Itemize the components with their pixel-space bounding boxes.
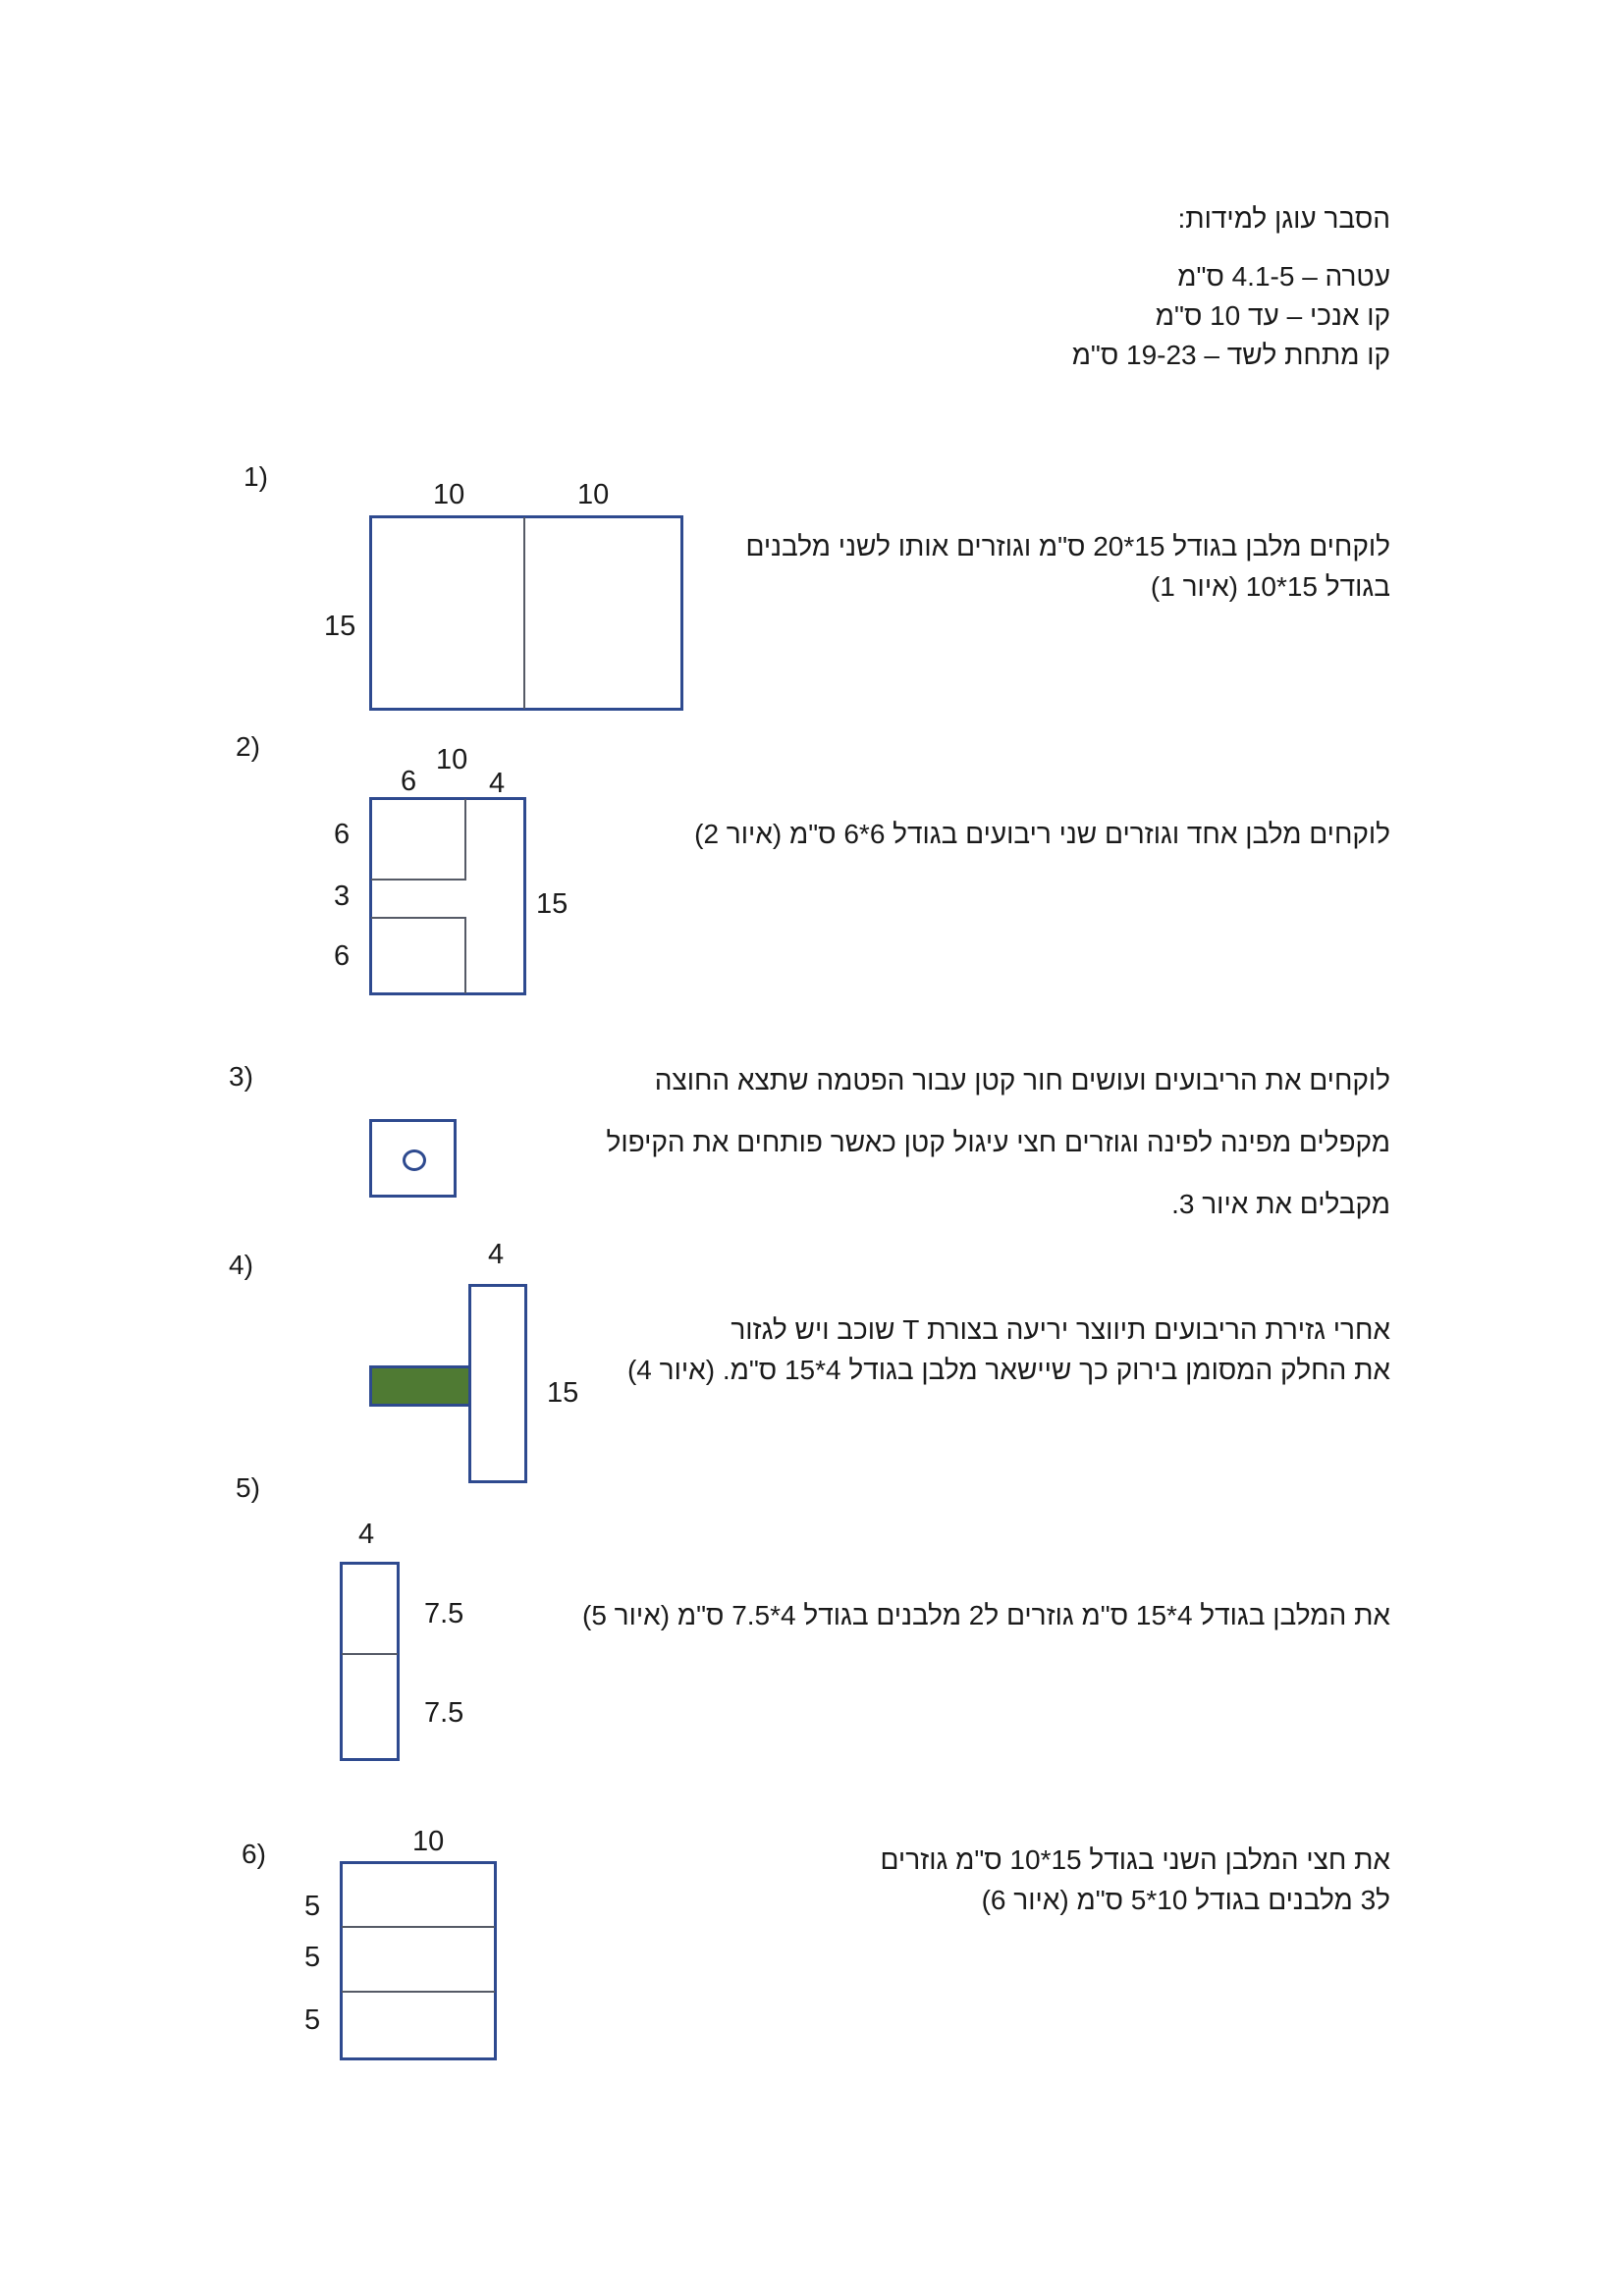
figure-2-rectangle <box>369 797 526 995</box>
measurement-areola: עטרה – 4.1-5 ס"מ <box>1177 261 1390 292</box>
figure-5-cut-line <box>342 1653 398 1655</box>
figure-2-dim-total-width: 10 <box>436 744 468 775</box>
figure-5-rectangle <box>340 1562 400 1761</box>
step-6-line-2: ל3 מלבנים בגודל 10*5 ס"מ (איור 6) <box>981 1885 1390 1915</box>
step-1-line-2: בגודל 15*10 (איור 1) <box>1150 571 1390 602</box>
explanation-title: הסבר עוגן למידות: <box>1177 203 1390 234</box>
step-1-number: 1) <box>244 461 268 492</box>
figure-2-dim-square-width: 6 <box>401 766 417 797</box>
step-2-text <box>694 814 1390 854</box>
figure-5-dim-width: 4 <box>358 1519 375 1550</box>
step-3-number: 3) <box>229 1061 253 1092</box>
figure-6-cut-line-2 <box>342 1991 495 1993</box>
step-4-number: 4) <box>229 1250 253 1280</box>
figure-2-dim-remaining-width: 4 <box>489 768 506 799</box>
figure-1-rectangle <box>369 515 683 711</box>
figure-1-cut-line <box>523 517 525 709</box>
step-6-text <box>881 1840 1391 1920</box>
figure-4-dim-width: 4 <box>488 1239 505 1270</box>
figure-6-rectangle <box>340 1861 497 2060</box>
step-6-number: 6) <box>242 1839 266 1869</box>
measurement-vertical: קו אנכי – עד 10 ס"מ <box>1155 300 1390 331</box>
figure-2-square-1-edge <box>464 799 466 881</box>
figure-6-dim-strip-3: 5 <box>304 2004 321 2036</box>
step-4-line-2: את החלק המסומן בירוק כך שיישאר מלבן בגודל 4*15 ס"מ. (איור 4) <box>626 1355 1390 1385</box>
figure-6-dim-width: 10 <box>412 1826 445 1857</box>
step-3-text <box>607 1060 1391 1224</box>
figure-2-square-1-bottom <box>371 879 466 881</box>
figure-2-square-2-top <box>371 917 466 919</box>
step-1-line-1: לוקחים מלבן בגודל 15*20 ס"מ וגוזרים אותו לשני מלבנים <box>745 531 1390 561</box>
measurement-underbust: קו מתחת לשד – 19-23 ס"מ <box>1071 340 1390 370</box>
step-5-line-1: את המלבן בגודל 4*15 ס"מ גוזרים ל2 מלבנים בגודל 4*7.5 ס"מ (איור 5) <box>581 1600 1390 1630</box>
figure-4-dim-height: 15 <box>547 1377 579 1409</box>
measurements-list <box>1072 257 1390 375</box>
figure-2-dim-gap: 3 <box>334 881 351 912</box>
step-4-text <box>627 1309 1390 1390</box>
step-2-line-1: לוקחים מלבן אחד וגוזרים שני ריבועים בגודל 6*6 ס"מ (איור 2) <box>694 819 1390 849</box>
figure-1-dim-right-width: 10 <box>577 479 610 510</box>
step-3-line-3: מקבלים את איור 3. <box>1171 1189 1390 1219</box>
step-2-number: 2) <box>236 731 260 762</box>
figure-5-dim-top-height: 7.5 <box>424 1598 464 1629</box>
figure-2-dim-square-2-height: 6 <box>334 940 351 972</box>
step-5-text <box>582 1595 1390 1635</box>
step-3-line-2: מקפלים מפינה לפינה וגוזרים חצי עיגול קטן כאשר פותחים את הקיפול <box>606 1127 1390 1157</box>
step-3-line-1: לוקחים את הריבועים ועושים חור קטן עבור הפטמה שתצא החוצה <box>654 1065 1390 1095</box>
step-4-line-1: אחרי גזירת הריבועים תיווצר יריעה בצורת T שוכב ויש לגזור <box>731 1314 1390 1345</box>
figure-2-dim-square-1-height: 6 <box>334 819 351 850</box>
figure-1-dim-left-width: 10 <box>433 479 465 510</box>
figure-6-dim-strip-2: 5 <box>304 1942 321 1973</box>
figure-6-cut-line-1 <box>342 1926 495 1928</box>
figure-4-rectangle <box>468 1284 527 1483</box>
figure-1-dim-height: 15 <box>324 611 356 642</box>
figure-3-nipple-hole <box>403 1149 426 1171</box>
figure-4-cut-area <box>369 1365 471 1407</box>
figure-6-dim-strip-1: 5 <box>304 1891 321 1922</box>
figure-5-dim-bottom-height: 7.5 <box>424 1697 464 1729</box>
figure-2-square-2-edge <box>464 917 466 993</box>
figure-2-dim-height: 15 <box>536 888 568 920</box>
step-1-text <box>745 526 1390 607</box>
step-6-line-1: את חצי המלבן השני בגודל 15*10 ס"מ גוזרים <box>880 1844 1390 1875</box>
step-5-number: 5) <box>236 1472 260 1503</box>
